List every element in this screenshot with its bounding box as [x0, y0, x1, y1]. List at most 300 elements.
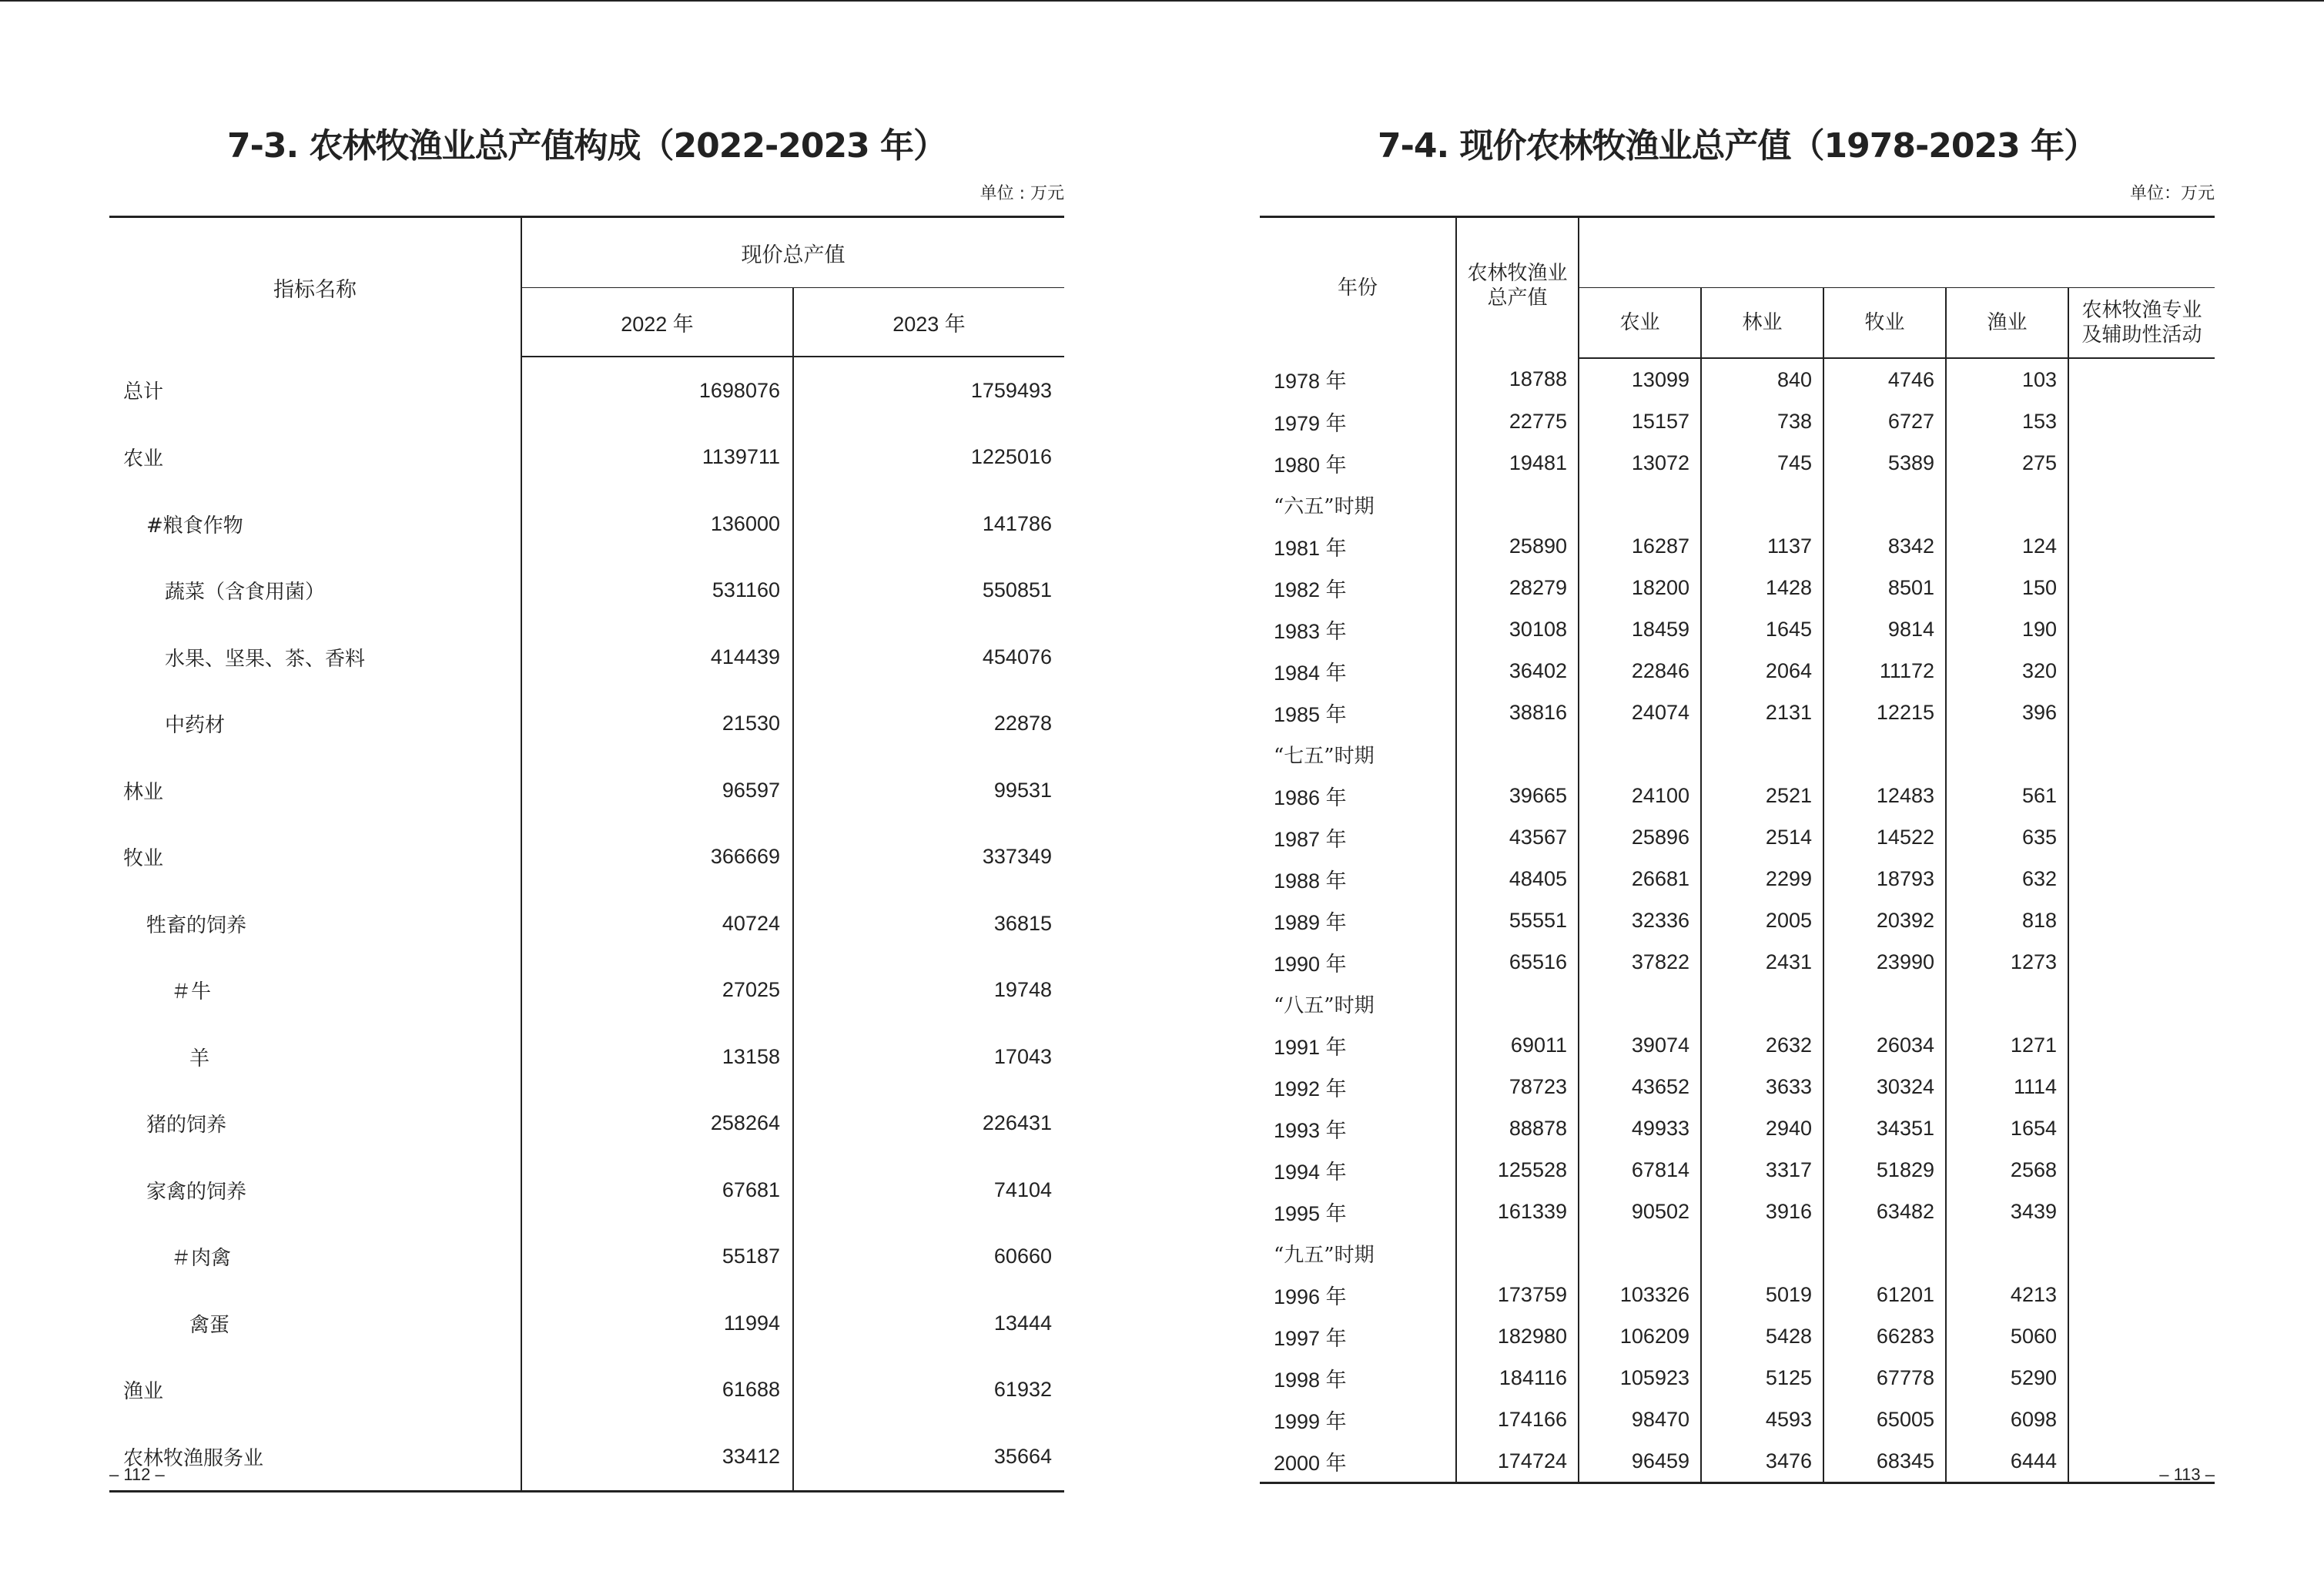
service-cell — [2068, 650, 2215, 692]
animal-cell: 8342 — [1823, 525, 1946, 567]
fish-cell — [1946, 983, 2068, 1024]
value-2022-cell: 1698076 — [521, 357, 793, 424]
value-2022-cell: 366669 — [521, 824, 793, 891]
indicator-name-cell: 牧业 — [109, 824, 521, 891]
period-label-cell: “八五”时期 — [1260, 983, 1456, 1024]
animal-cell — [1823, 733, 1946, 775]
value-2022-cell: 33412 — [521, 1423, 793, 1491]
animal-cell: 9814 — [1823, 608, 1946, 650]
agri-cell: 24074 — [1579, 692, 1701, 733]
forest-cell: 2299 — [1701, 858, 1823, 900]
service-cell — [2068, 1357, 2215, 1399]
agri-cell — [1579, 1232, 1701, 1274]
right-table-body — [1260, 358, 2215, 1483]
indicator-name-cell: 蔬菜（含食用菌） — [109, 558, 521, 625]
animal-cell: 8501 — [1823, 567, 1946, 608]
forest-cell: 1137 — [1701, 525, 1823, 567]
agri-cell: 18200 — [1579, 567, 1701, 608]
total-cell: 173759 — [1456, 1274, 1579, 1315]
agri-cell: 105923 — [1579, 1357, 1701, 1399]
indicator-name-cell: 猪的饲养 — [109, 1090, 521, 1157]
table-row — [109, 1157, 1064, 1224]
value-2023-cell: 226431 — [982, 1111, 1052, 1135]
animal-cell: 23990 — [1823, 941, 1946, 983]
indicator-name-cell: 农林牧渔服务业 — [109, 1423, 521, 1491]
fish-cell: 818 — [1946, 900, 2068, 941]
forest-cell: 2131 — [1701, 692, 1823, 733]
fish-cell: 1273 — [1946, 941, 2068, 983]
value-2023-cell: 74104 — [993, 1178, 1052, 1201]
table-row — [1260, 1357, 2215, 1399]
period-label-cell: “九五”时期 — [1260, 1232, 1456, 1274]
year-cell: 1995 年 — [1260, 1191, 1456, 1232]
table-row — [1260, 1191, 2215, 1232]
fish-cell: 190 — [1946, 608, 2068, 650]
total-cell: 36402 — [1456, 650, 1579, 692]
total-cell: 174724 — [1456, 1440, 1579, 1483]
year-cell: 1988 年 — [1260, 858, 1456, 900]
animal-cell: 67778 — [1823, 1357, 1946, 1399]
fish-cell: 3439 — [1946, 1191, 2068, 1232]
agri-cell: 43652 — [1579, 1066, 1701, 1107]
forest-cell: 2431 — [1701, 941, 1823, 983]
service-cell — [2068, 1191, 2215, 1232]
fish-cell: 1654 — [1946, 1107, 2068, 1149]
fish-cell: 275 — [1946, 442, 2068, 484]
period-row — [1260, 733, 2215, 775]
agri-cell: 24100 — [1579, 775, 1701, 816]
agri-cell: 96459 — [1579, 1440, 1701, 1483]
table-row — [1260, 442, 2215, 484]
service-cell — [2068, 983, 2215, 1024]
animal-cell: 68345 — [1823, 1440, 1946, 1483]
output-composition-table — [109, 216, 1064, 1493]
table-row — [1260, 858, 2215, 900]
year-cell: 1990 年 — [1260, 941, 1456, 983]
animal-cell — [1823, 983, 1946, 1024]
animal-cell: 6727 — [1823, 400, 1946, 442]
table-row — [1260, 608, 2215, 650]
service-cell — [2068, 816, 2215, 858]
animal-cell — [1823, 484, 1946, 525]
period-row — [1260, 484, 2215, 525]
animal-cell: 12483 — [1823, 775, 1946, 816]
forest-cell — [1701, 733, 1823, 775]
year-cell: 1989 年 — [1260, 900, 1456, 941]
total-cell: 28279 — [1456, 567, 1579, 608]
table-row — [1260, 1315, 2215, 1357]
indicator-name-cell: 家禽的饲养 — [109, 1157, 521, 1224]
fish-cell — [1946, 484, 2068, 525]
agri-cell: 39074 — [1579, 1024, 1701, 1066]
forest-cell: 840 — [1701, 358, 1823, 400]
animal-cell: 51829 — [1823, 1149, 1946, 1191]
fish-cell: 632 — [1946, 858, 2068, 900]
value-2023-cell: 17043 — [993, 1044, 1052, 1068]
service-cell — [2068, 858, 2215, 900]
service-cell — [2068, 1274, 2215, 1315]
value-2022-cell: 258264 — [521, 1090, 793, 1157]
service-cell — [2068, 1315, 2215, 1357]
animal-cell: 4746 — [1823, 358, 1946, 400]
indicator-name-cell: 林业 — [109, 757, 521, 824]
agri-cell: 67814 — [1579, 1149, 1701, 1191]
agri-cell: 26681 — [1579, 858, 1701, 900]
forest-cell: 2064 — [1701, 650, 1823, 692]
value-2023-cell: 61932 — [993, 1378, 1052, 1402]
table-row — [109, 1224, 1064, 1291]
table-row — [1260, 816, 2215, 858]
total-cell: 125528 — [1456, 1149, 1579, 1191]
agri-cell: 13072 — [1579, 442, 1701, 484]
header-year-2022: 2022 年 — [521, 288, 793, 357]
total-cell: 65516 — [1456, 941, 1579, 983]
agri-cell: 32336 — [1579, 900, 1701, 941]
header-forestry: 林业 — [1701, 288, 1823, 359]
total-cell: 22775 — [1456, 400, 1579, 442]
forest-cell — [1701, 484, 1823, 525]
header-total-output: 农林牧渔业总产值 — [1456, 217, 1579, 359]
table-row — [109, 1423, 1064, 1491]
forest-cell: 745 — [1701, 442, 1823, 484]
value-2022-cell: 67681 — [521, 1157, 793, 1224]
value-2022-cell: 61688 — [521, 1357, 793, 1424]
table-row — [1260, 1399, 2215, 1440]
header-current-price-output: 现价总产值 — [521, 217, 1064, 288]
animal-cell: 12215 — [1823, 692, 1946, 733]
header-subgroup-blank — [1579, 217, 2215, 288]
forest-cell: 3916 — [1701, 1191, 1823, 1232]
year-cell: 1979 年 — [1260, 400, 1456, 442]
indicator-name-cell: 牲畜的饲养 — [109, 890, 521, 957]
indicator-name-cell: 禽蛋 — [109, 1290, 521, 1357]
agri-cell: 37822 — [1579, 941, 1701, 983]
service-cell — [2068, 525, 2215, 567]
table-row — [109, 691, 1064, 758]
animal-cell: 26034 — [1823, 1024, 1946, 1066]
fish-cell: 2568 — [1946, 1149, 2068, 1191]
top-border-line — [0, 0, 2324, 2]
table-row — [1260, 650, 2215, 692]
total-cell — [1456, 1232, 1579, 1274]
header-indicator-name: 指标名称 — [109, 217, 521, 357]
animal-cell: 34351 — [1823, 1107, 1946, 1149]
total-cell: 184116 — [1456, 1357, 1579, 1399]
header-year: 年份 — [1260, 217, 1456, 359]
total-cell: 25890 — [1456, 525, 1579, 567]
year-cell: 1986 年 — [1260, 775, 1456, 816]
header-animal-husbandry: 牧业 — [1823, 288, 1946, 359]
table-row — [109, 491, 1064, 558]
service-cell — [2068, 1232, 2215, 1274]
fish-cell — [1946, 1232, 2068, 1274]
service-cell — [2068, 608, 2215, 650]
table-row — [1260, 1107, 2215, 1149]
year-cell: 1978 年 — [1260, 358, 1456, 400]
fish-cell: 6444 — [1946, 1440, 2068, 1483]
agri-cell: 106209 — [1579, 1315, 1701, 1357]
table-row — [109, 824, 1064, 891]
table-row — [109, 357, 1064, 424]
year-cell: 1983 年 — [1260, 608, 1456, 650]
table-row — [1260, 1440, 2215, 1483]
period-row — [1260, 1232, 2215, 1274]
indicator-name-cell: 羊 — [109, 1023, 521, 1090]
agri-cell — [1579, 983, 1701, 1024]
service-cell — [2068, 1149, 2215, 1191]
forest-cell: 2521 — [1701, 775, 1823, 816]
page-number-right: – 113 – — [2159, 1465, 2215, 1484]
total-cell — [1456, 983, 1579, 1024]
total-cell — [1456, 484, 1579, 525]
service-cell — [2068, 941, 2215, 983]
value-2022-cell: 531160 — [521, 558, 793, 625]
table-row — [109, 1023, 1064, 1090]
year-cell: 1987 年 — [1260, 816, 1456, 858]
indicator-name-cell: 农业 — [109, 424, 521, 491]
fish-cell: 5060 — [1946, 1315, 2068, 1357]
animal-cell: 30324 — [1823, 1066, 1946, 1107]
forest-cell: 738 — [1701, 400, 1823, 442]
header-support-services: 农林牧渔专业及辅助性活动 — [2068, 288, 2215, 359]
header-agriculture: 农业 — [1579, 288, 1701, 359]
value-2023-cell: 99531 — [993, 778, 1052, 802]
table-row — [109, 424, 1064, 491]
service-cell — [2068, 1107, 2215, 1149]
forest-cell — [1701, 1232, 1823, 1274]
total-cell: 174166 — [1456, 1399, 1579, 1440]
forest-cell: 3317 — [1701, 1149, 1823, 1191]
table-row — [1260, 1066, 2215, 1107]
forest-cell: 5125 — [1701, 1357, 1823, 1399]
fish-cell: 396 — [1946, 692, 2068, 733]
fish-cell: 103 — [1946, 358, 2068, 400]
year-cell: 1991 年 — [1260, 1024, 1456, 1066]
agri-cell: 16287 — [1579, 525, 1701, 567]
value-2022-cell: 11994 — [521, 1290, 793, 1357]
total-cell: 30108 — [1456, 608, 1579, 650]
table-row — [1260, 1149, 2215, 1191]
service-cell — [2068, 900, 2215, 941]
table-row — [109, 957, 1064, 1024]
table-row — [109, 1090, 1064, 1157]
indicator-name-cell: 总计 — [109, 357, 521, 424]
year-cell: 1984 年 — [1260, 650, 1456, 692]
total-cell: 18788 — [1456, 358, 1579, 400]
service-cell — [2068, 442, 2215, 484]
total-cell: 39665 — [1456, 775, 1579, 816]
value-2022-cell: 40724 — [521, 890, 793, 957]
table-row — [1260, 567, 2215, 608]
table-row — [109, 757, 1064, 824]
indicator-name-cell: 渔业 — [109, 1357, 521, 1424]
service-cell — [2068, 692, 2215, 733]
service-cell — [2068, 1024, 2215, 1066]
year-cell: 1992 年 — [1260, 1066, 1456, 1107]
total-cell: 55551 — [1456, 900, 1579, 941]
output-history-table — [1260, 216, 2215, 1484]
agri-cell: 98470 — [1579, 1399, 1701, 1440]
forest-cell: 2940 — [1701, 1107, 1823, 1149]
fish-cell: 6098 — [1946, 1399, 2068, 1440]
total-cell: 88878 — [1456, 1107, 1579, 1149]
value-2023-cell: 1225016 — [970, 445, 1052, 469]
table-row — [1260, 775, 2215, 816]
value-2022-cell: 1139711 — [521, 424, 793, 491]
agri-cell — [1579, 484, 1701, 525]
fish-cell — [1946, 733, 2068, 775]
animal-cell: 14522 — [1823, 816, 1946, 858]
period-label-cell: “六五”时期 — [1260, 484, 1456, 525]
forest-cell: 2005 — [1701, 900, 1823, 941]
year-cell: 1993 年 — [1260, 1107, 1456, 1149]
forest-cell: 3476 — [1701, 1440, 1823, 1483]
fish-cell: 5290 — [1946, 1357, 2068, 1399]
service-cell — [2068, 1066, 2215, 1107]
value-2023-cell: 60660 — [993, 1245, 1052, 1268]
left-table-body — [109, 357, 1064, 1491]
total-cell: 48405 — [1456, 858, 1579, 900]
service-cell — [2068, 733, 2215, 775]
table-row — [1260, 900, 2215, 941]
forest-cell: 1645 — [1701, 608, 1823, 650]
table-row — [109, 890, 1064, 957]
header-year-2023: 2023 年 — [793, 288, 1064, 357]
service-cell — [2068, 567, 2215, 608]
animal-cell: 20392 — [1823, 900, 1946, 941]
page-number-left: – 112 – — [109, 1465, 165, 1484]
agri-cell: 90502 — [1579, 1191, 1701, 1232]
service-cell — [2068, 400, 2215, 442]
table-row — [109, 1290, 1064, 1357]
value-2022-cell: 13158 — [521, 1023, 793, 1090]
year-cell: 1994 年 — [1260, 1149, 1456, 1191]
table-row — [1260, 1274, 2215, 1315]
table-row — [1260, 692, 2215, 733]
animal-cell: 18793 — [1823, 858, 1946, 900]
total-cell: 43567 — [1456, 816, 1579, 858]
forest-cell — [1701, 983, 1823, 1024]
indicator-name-cell: #粮食作物 — [109, 491, 521, 558]
total-cell: 182980 — [1456, 1315, 1579, 1357]
value-2023-cell: 454076 — [982, 645, 1052, 668]
fish-cell: 1271 — [1946, 1024, 2068, 1066]
total-cell: 19481 — [1456, 442, 1579, 484]
agri-cell: 22846 — [1579, 650, 1701, 692]
indicator-name-cell: ＃牛 — [109, 957, 521, 1024]
fish-cell: 153 — [1946, 400, 2068, 442]
forest-cell: 2632 — [1701, 1024, 1823, 1066]
left-unit-label: 单位 : 万元 — [979, 184, 1064, 203]
right-table-title: 7-4. 现价农林牧渔业总产值（1978-2023 年） — [1377, 126, 2098, 166]
table-row — [1260, 1024, 2215, 1066]
forest-cell: 3633 — [1701, 1066, 1823, 1107]
year-cell: 1982 年 — [1260, 567, 1456, 608]
forest-cell: 4593 — [1701, 1399, 1823, 1440]
value-2022-cell: 27025 — [521, 957, 793, 1024]
year-cell: 1997 年 — [1260, 1315, 1456, 1357]
animal-cell: 65005 — [1823, 1399, 1946, 1440]
value-2023-cell: 141786 — [982, 511, 1052, 535]
agri-cell: 18459 — [1579, 608, 1701, 650]
value-2023-cell: 36815 — [993, 911, 1052, 935]
forest-cell: 2514 — [1701, 816, 1823, 858]
table-row — [1260, 525, 2215, 567]
right-unit-label: 单位：万元 — [2129, 184, 2215, 203]
indicator-name-cell: ＃肉禽 — [109, 1224, 521, 1291]
service-cell — [2068, 358, 2215, 400]
fish-cell: 1114 — [1946, 1066, 2068, 1107]
value-2022-cell: 55187 — [521, 1224, 793, 1291]
table-row — [1260, 941, 2215, 983]
value-2023-cell: 19748 — [993, 978, 1052, 1002]
agri-cell: 25896 — [1579, 816, 1701, 858]
fish-cell: 320 — [1946, 650, 2068, 692]
total-cell: 38816 — [1456, 692, 1579, 733]
table-row — [109, 1357, 1064, 1424]
agri-cell: 103326 — [1579, 1274, 1701, 1315]
value-2022-cell: 136000 — [521, 491, 793, 558]
forest-cell: 5428 — [1701, 1315, 1823, 1357]
fish-cell: 561 — [1946, 775, 2068, 816]
year-cell: 1996 年 — [1260, 1274, 1456, 1315]
forest-cell: 5019 — [1701, 1274, 1823, 1315]
period-row — [1260, 983, 2215, 1024]
year-cell: 2000 年 — [1260, 1440, 1456, 1483]
service-cell — [2068, 484, 2215, 525]
value-2022-cell: 414439 — [521, 624, 793, 691]
value-2023-cell: 35664 — [993, 1444, 1052, 1468]
animal-cell: 66283 — [1823, 1315, 1946, 1357]
value-2023-cell: 550851 — [982, 578, 1052, 602]
forest-cell: 1428 — [1701, 567, 1823, 608]
year-cell: 1999 年 — [1260, 1399, 1456, 1440]
agri-cell: 13099 — [1579, 358, 1701, 400]
animal-cell: 11172 — [1823, 650, 1946, 692]
fish-cell: 124 — [1946, 525, 2068, 567]
year-cell: 1998 年 — [1260, 1357, 1456, 1399]
value-2023-cell: 1759493 — [970, 378, 1052, 402]
service-cell — [2068, 775, 2215, 816]
agri-cell: 49933 — [1579, 1107, 1701, 1149]
table-row — [109, 624, 1064, 691]
value-2023-cell: 22878 — [993, 712, 1052, 735]
table-row — [1260, 358, 2215, 400]
animal-cell: 61201 — [1823, 1274, 1946, 1315]
year-cell: 1980 年 — [1260, 442, 1456, 484]
table-row — [1260, 400, 2215, 442]
total-cell: 69011 — [1456, 1024, 1579, 1066]
agri-cell: 15157 — [1579, 400, 1701, 442]
indicator-name-cell: 水果、坚果、茶、香料 — [109, 624, 521, 691]
value-2023-cell: 13444 — [993, 1311, 1052, 1335]
total-cell: 78723 — [1456, 1066, 1579, 1107]
fish-cell: 635 — [1946, 816, 2068, 858]
fish-cell: 4213 — [1946, 1274, 2068, 1315]
animal-cell: 5389 — [1823, 442, 1946, 484]
agri-cell — [1579, 733, 1701, 775]
year-cell: 1981 年 — [1260, 525, 1456, 567]
value-2023-cell: 337349 — [982, 845, 1052, 869]
animal-cell — [1823, 1232, 1946, 1274]
left-table-title: 7-3. 农林牧渔业总产值构成（2022-2023 年） — [226, 126, 947, 166]
header-fishery: 渔业 — [1946, 288, 2068, 359]
value-2022-cell: 21530 — [521, 691, 793, 758]
value-2022-cell: 96597 — [521, 757, 793, 824]
total-cell: 161339 — [1456, 1191, 1579, 1232]
table-row — [109, 558, 1064, 625]
animal-cell: 63482 — [1823, 1191, 1946, 1232]
